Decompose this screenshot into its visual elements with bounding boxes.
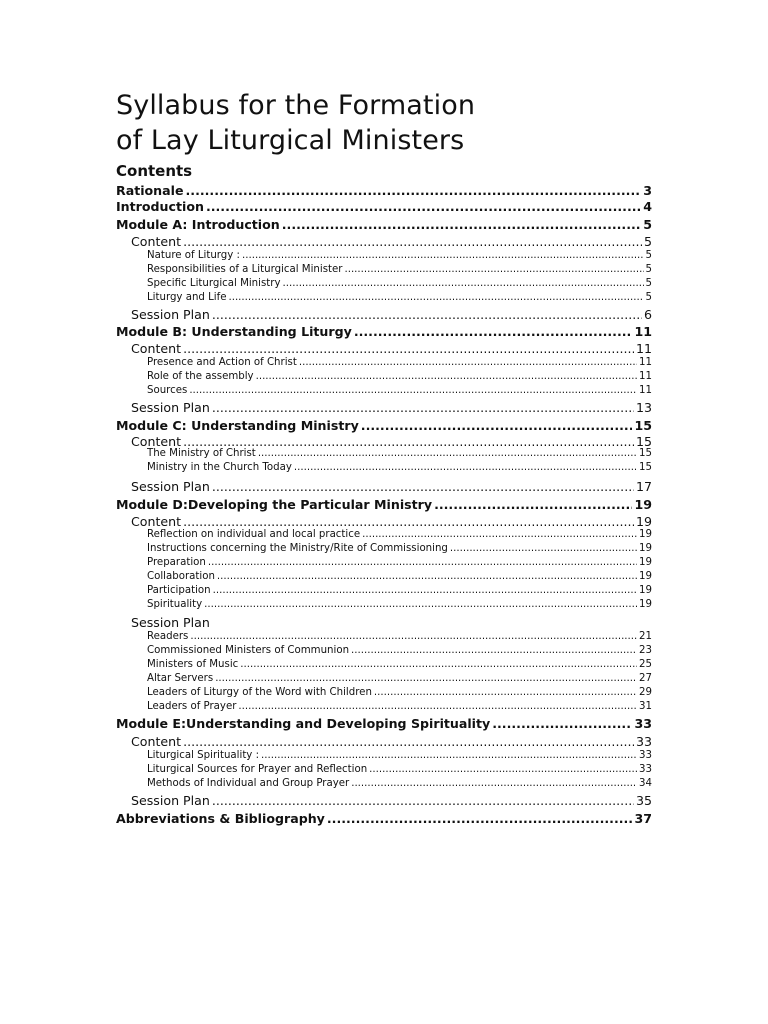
toc-page-number: 19	[639, 557, 652, 568]
toc-entry-label: Content	[131, 734, 182, 749]
toc-page-number: 15	[634, 418, 652, 433]
toc-entry-detail[interactable]	[147, 292, 652, 306]
toc-dot-leader	[215, 673, 637, 684]
toc-page-number: 17	[635, 479, 652, 494]
toc-entry-label: Role of the assembly	[147, 371, 254, 382]
toc-entry-label: Introduction	[116, 199, 204, 214]
toc-entry-label: Module B: Understanding Liturgy	[116, 324, 352, 339]
toc-dot-leader	[208, 557, 637, 568]
toc-page-number: 33	[639, 750, 652, 761]
toc-entry-label: Module C: Understanding Ministry	[116, 418, 359, 433]
toc-page-number: 11	[634, 324, 652, 339]
toc-entry-detail[interactable]	[147, 448, 652, 462]
toc-entry-label: The Ministry of Christ	[147, 448, 256, 459]
toc-entry-detail[interactable]	[147, 631, 652, 645]
toc-page-number: 35	[635, 793, 652, 808]
toc-page-number: 4	[643, 199, 652, 214]
toc-dot-leader	[258, 448, 637, 459]
toc-page-number: 19	[639, 571, 652, 582]
toc-entry-label: Leaders of Liturgy of the Word with Children	[147, 687, 372, 698]
toc-entry-label: Liturgical Spirituality :	[147, 750, 260, 761]
toc-entry-label: Abbreviations & Bibliography	[116, 811, 325, 826]
toc-dot-leader	[282, 217, 641, 232]
toc-page-number: 5	[643, 217, 652, 232]
toc-dot-leader	[344, 264, 643, 275]
toc-dot-leader	[228, 292, 643, 303]
toc-page-number: 11	[639, 357, 652, 368]
toc-entry-label: Instructions concerning the Ministry/Rite of Commissioning	[147, 543, 448, 554]
toc-page-number: 15	[639, 448, 652, 459]
toc-entry-label: Specific Liturgical Ministry	[147, 278, 281, 289]
toc-dot-leader	[212, 793, 634, 808]
toc-page-number: 19	[639, 585, 652, 596]
toc-dot-leader	[212, 400, 634, 415]
toc-entry-detail[interactable]	[147, 599, 652, 613]
toc-dot-leader	[327, 811, 633, 826]
toc-dot-leader	[206, 199, 641, 214]
toc-entry-detail[interactable]	[147, 645, 652, 659]
toc-dot-leader	[354, 324, 633, 339]
document-title-line-2: of Lay Liturgical Ministers	[116, 125, 465, 156]
toc-page-number: 11	[639, 371, 652, 382]
toc-entry-label: Ministers of Music	[147, 659, 239, 670]
toc-page-number: 15	[635, 434, 652, 449]
toc-entry-label: Altar Servers	[147, 673, 214, 684]
toc-page-number: 5	[645, 264, 652, 275]
toc-dot-leader	[261, 750, 637, 761]
toc-entry-label: Commissioned Ministers of Communion	[147, 645, 350, 656]
toc-entry-detail[interactable]	[147, 750, 652, 764]
toc-entry-detail[interactable]	[147, 764, 652, 778]
toc-entry-major[interactable]	[116, 324, 652, 342]
toc-page-number: 23	[639, 645, 652, 656]
toc-entry-label: Liturgy and Life	[147, 292, 227, 303]
toc-entry-label: Sources	[147, 385, 188, 396]
toc-entry-major[interactable]	[116, 811, 652, 829]
toc-entry-label: Session Plan	[131, 793, 210, 808]
toc-page-number: 11	[635, 341, 652, 356]
toc-entry-label: Rationale	[116, 183, 184, 198]
toc-entry-label: Session Plan	[131, 400, 210, 415]
toc-entry-detail[interactable]	[147, 371, 652, 385]
toc-page-number: 5	[645, 278, 652, 289]
toc-entry-label: Collaboration	[147, 571, 215, 582]
toc-entry-label: Responsibilities of a Liturgical Minister	[147, 264, 343, 275]
toc-entry-label: Nature of Liturgy :	[147, 250, 240, 261]
toc-dot-leader	[283, 278, 644, 289]
toc-entry-sub[interactable]	[131, 793, 652, 811]
document-title	[116, 88, 475, 158]
toc-dot-leader	[189, 385, 637, 396]
toc-entry-detail[interactable]	[147, 250, 652, 264]
toc-entry-label: Ministry in the Church Today	[147, 462, 292, 473]
toc-entry-detail[interactable]	[147, 778, 652, 792]
toc-entry-label: Content	[131, 514, 182, 529]
toc-entry-label: Reflection on individual and local practice	[147, 529, 361, 540]
toc-entry-label: Methods of Individual and Group Prayer	[147, 778, 350, 789]
toc-dot-leader	[242, 250, 644, 261]
toc-page-number: 19	[635, 514, 652, 529]
toc-dot-leader	[212, 307, 642, 322]
toc-dot-leader	[186, 183, 642, 198]
toc-entry-major[interactable]	[116, 716, 652, 734]
toc-entry-label: Spirituality	[147, 599, 203, 610]
toc-entry-label: Preparation	[147, 557, 206, 568]
toc-dot-leader	[362, 529, 637, 540]
toc-page-number: 5	[645, 250, 652, 261]
toc-dot-leader	[183, 734, 634, 749]
toc-page-number: 31	[639, 701, 652, 712]
toc-page-number: 15	[639, 462, 652, 473]
contents-heading: Contents	[116, 162, 193, 180]
toc-entry-label: Session Plan	[131, 479, 210, 494]
toc-page-number: 5	[643, 234, 652, 249]
toc-page-number: 3	[643, 183, 652, 198]
toc-page-number: 33	[634, 716, 652, 731]
toc-entry-label: Leaders of Prayer	[147, 701, 237, 712]
toc-dot-leader	[238, 701, 637, 712]
toc-entry-label: Liturgical Sources for Prayer and Reflection	[147, 764, 368, 775]
toc-dot-leader	[183, 234, 642, 249]
toc-dot-leader	[183, 434, 634, 449]
toc-page-number: 33	[635, 734, 652, 749]
toc-dot-leader	[294, 462, 637, 473]
toc-entry-label: Content	[131, 434, 182, 449]
toc-page-number: 37	[634, 811, 652, 826]
toc-entry-detail[interactable]	[147, 357, 652, 371]
toc-entry-detail[interactable]	[147, 585, 652, 599]
toc-dot-leader	[434, 497, 632, 512]
toc-page-number: 6	[643, 307, 652, 322]
document-title-line-1: Syllabus for the Formation	[116, 90, 476, 121]
toc-entry-detail[interactable]	[147, 529, 652, 543]
toc-page-number: 21	[639, 631, 652, 642]
toc-entry-major[interactable]	[116, 199, 652, 217]
toc-entry-label: Content	[131, 234, 182, 249]
toc-entry-detail[interactable]	[147, 557, 652, 571]
toc-dot-leader	[299, 357, 637, 368]
toc-page-number: 19	[634, 497, 652, 512]
toc-page-number: 34	[639, 778, 652, 789]
toc-entry-label: Presence and Action of Christ	[147, 357, 297, 368]
toc-page-number: 19	[639, 529, 652, 540]
toc-page-number: 25	[639, 659, 652, 670]
toc-entry-sub[interactable]	[131, 479, 652, 497]
toc-dot-leader	[369, 764, 637, 775]
toc-entry-major[interactable]	[116, 497, 652, 515]
toc-entry-detail[interactable]	[147, 659, 652, 673]
toc-entry-label: Module D:Developing the Particular Ministry	[116, 497, 433, 512]
toc-entry-label: Module E:Understanding and Developing Spirituality	[116, 716, 491, 731]
toc-entry-detail[interactable]	[147, 278, 652, 292]
toc-dot-leader	[492, 716, 632, 731]
toc-entry-detail[interactable]	[147, 543, 652, 557]
toc-entry-label: Participation	[147, 585, 211, 596]
toc-dot-leader	[204, 599, 637, 610]
toc-page-number: 11	[639, 385, 652, 396]
toc-page-number: 33	[639, 764, 652, 775]
toc-entry-detail[interactable]	[147, 385, 652, 399]
toc-entry-label: Content	[131, 341, 182, 356]
toc-dot-leader	[183, 514, 634, 529]
toc-entry-sub[interactable]	[131, 400, 652, 418]
toc-entry-sub[interactable]	[131, 307, 652, 325]
toc-dot-leader	[361, 418, 633, 433]
toc-page-number: 5	[645, 292, 652, 303]
toc-entry-label: Readers	[147, 631, 189, 642]
toc-dot-leader	[256, 371, 637, 382]
toc-page-number: 13	[635, 400, 652, 415]
toc-entry-detail[interactable]	[147, 571, 652, 585]
toc-entry-detail[interactable]	[147, 264, 652, 278]
toc-page-number: 19	[639, 543, 652, 554]
toc-dot-leader	[212, 479, 634, 494]
toc-entry-detail[interactable]	[147, 462, 652, 476]
toc-entry-label: Module A: Introduction	[116, 217, 280, 232]
toc-entry-label: Session Plan	[131, 307, 210, 322]
toc-entry-label: Session Plan	[131, 615, 210, 630]
toc-dot-leader	[183, 341, 634, 356]
toc-entry-detail[interactable]	[147, 687, 652, 701]
toc-dot-leader	[450, 543, 637, 554]
toc-entry-detail[interactable]	[147, 673, 652, 687]
toc-dot-leader	[190, 631, 637, 642]
toc-dot-leader	[351, 778, 637, 789]
toc-dot-leader	[351, 645, 637, 656]
toc-page-number: 29	[639, 687, 652, 698]
toc-dot-leader	[240, 659, 637, 670]
toc-entry-major[interactable]	[116, 217, 652, 235]
toc-dot-leader	[213, 585, 637, 596]
toc-dot-leader	[217, 571, 637, 582]
toc-dot-leader	[374, 687, 637, 698]
toc-page-number: 19	[639, 599, 652, 610]
toc-entry-detail[interactable]	[147, 701, 652, 715]
toc-page-number: 27	[639, 673, 652, 684]
